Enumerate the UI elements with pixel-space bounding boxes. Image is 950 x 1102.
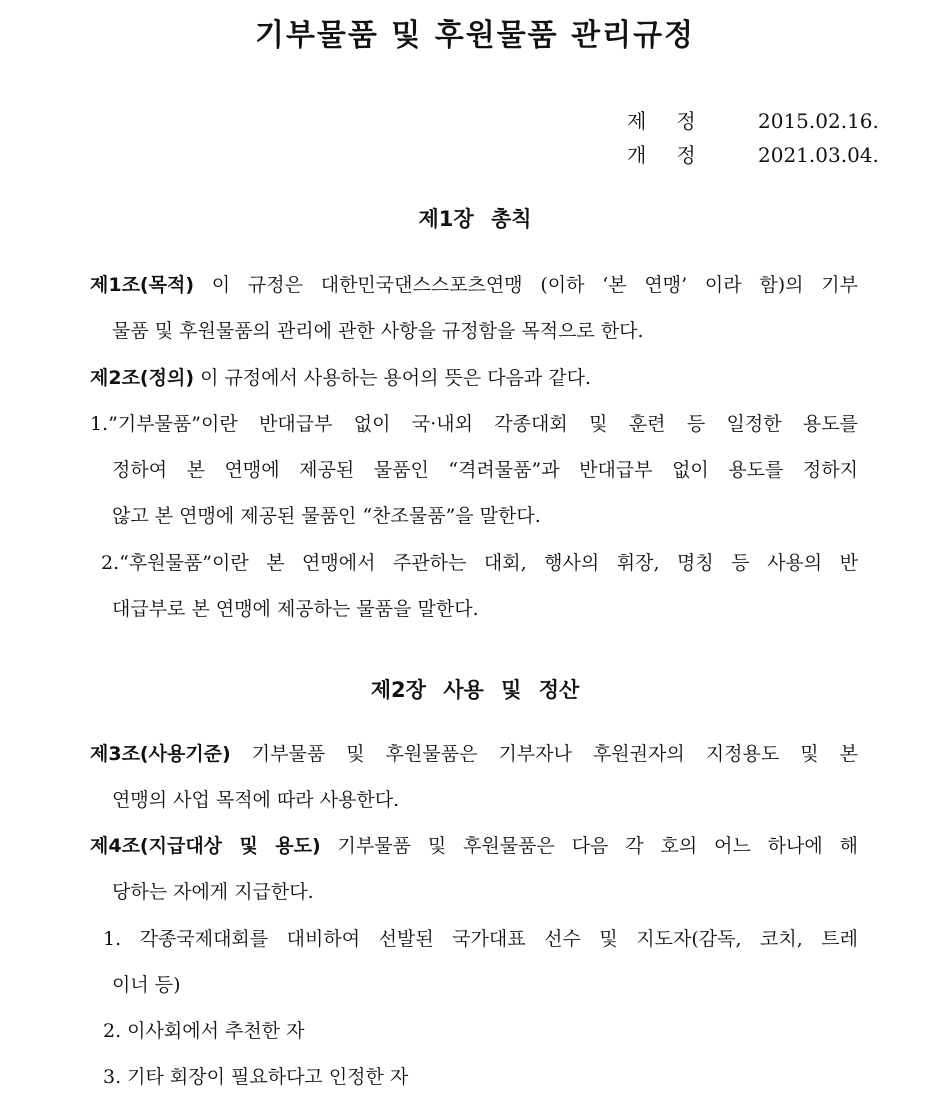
article-3 — [90, 731, 858, 777]
article-4 — [90, 823, 858, 869]
definition-1-line-2: 정하여 본 연맹에 제공된 물품인 “격려물품”과 반대급부 없이 용도를 정하지 — [112, 459, 858, 481]
article-4-title: 제4조(지급대상 및 용도) — [90, 835, 321, 857]
article-1-line-2: 물품 및 후원물품의 관리에 관한 사항을 규정함을 목적으로 한다. — [112, 320, 644, 342]
item-1-line-2: 이너 등) — [112, 974, 181, 996]
enacted-row — [627, 106, 726, 136]
definition-2-line-2: 대급부로 본 연맹에 제공하는 물품을 말한다. — [112, 598, 479, 620]
definition-1-line-3: 않고 본 연맹에 제공된 물품인 “찬조물품”을 말한다. — [112, 505, 541, 527]
enacted-date: 2015.02.16. — [758, 109, 879, 133]
item-1-line-1: 1. 각종국제대회를 대비하여 선발된 국가대표 선수 및 지도자(감독, 코치, 트레 — [103, 928, 858, 950]
enacted-label: 제정 — [627, 109, 726, 133]
revised-row — [627, 140, 726, 170]
article-2 — [90, 355, 591, 401]
chapter-2-heading: 제2장 사용 및 정산 — [370, 678, 580, 702]
definition-2-line-1: 2.“후원물품”이란 본 연맹에서 주관하는 대회, 행사의 휘장, 명칭 등 사용의 반 — [101, 552, 858, 574]
article-1-title: 제1조(목적) — [90, 274, 195, 296]
revised-label: 개정 — [627, 143, 726, 167]
article-1 — [90, 262, 858, 308]
article-2-title: 제2조(정의) — [90, 367, 195, 389]
article-4-line-2: 당하는 자에게 지급한다. — [112, 881, 314, 903]
article-3-line-2: 연맹의 사업 목적에 따라 사용한다. — [112, 789, 400, 811]
item-3: 3. 기타 회장이 필요하다고 인정한 자 — [103, 1066, 409, 1088]
article-1-text: 이 규정은 대한민국댄스스포츠연맹 (이하 ‘본 연맹’ 이라 함)의 기부 — [211, 274, 858, 296]
article-3-title: 제3조(사용기준) — [90, 743, 231, 765]
article-4-text: 기부물품 및 후원물품은 다음 각 호의 어느 하나에 해 — [337, 835, 858, 857]
document-title: 기부물품 및 후원물품 관리규정 — [254, 18, 696, 53]
definition-1-line-1: 1.”기부물품”이란 반대급부 없이 국·내외 각종대회 및 훈련 등 일정한 용도를 — [90, 413, 858, 435]
chapter-1-heading: 제1장 총칙 — [418, 207, 532, 231]
article-3-text: 기부물품 및 후원물품은 기부자나 후원권자의 지정용도 및 본 — [251, 743, 858, 765]
article-2-text: 이 규정에서 사용하는 용어의 뜻은 다음과 같다. — [200, 367, 592, 389]
item-2: 2. 이사회에서 추천한 자 — [103, 1020, 305, 1042]
revised-date: 2021.03.04. — [758, 143, 879, 167]
